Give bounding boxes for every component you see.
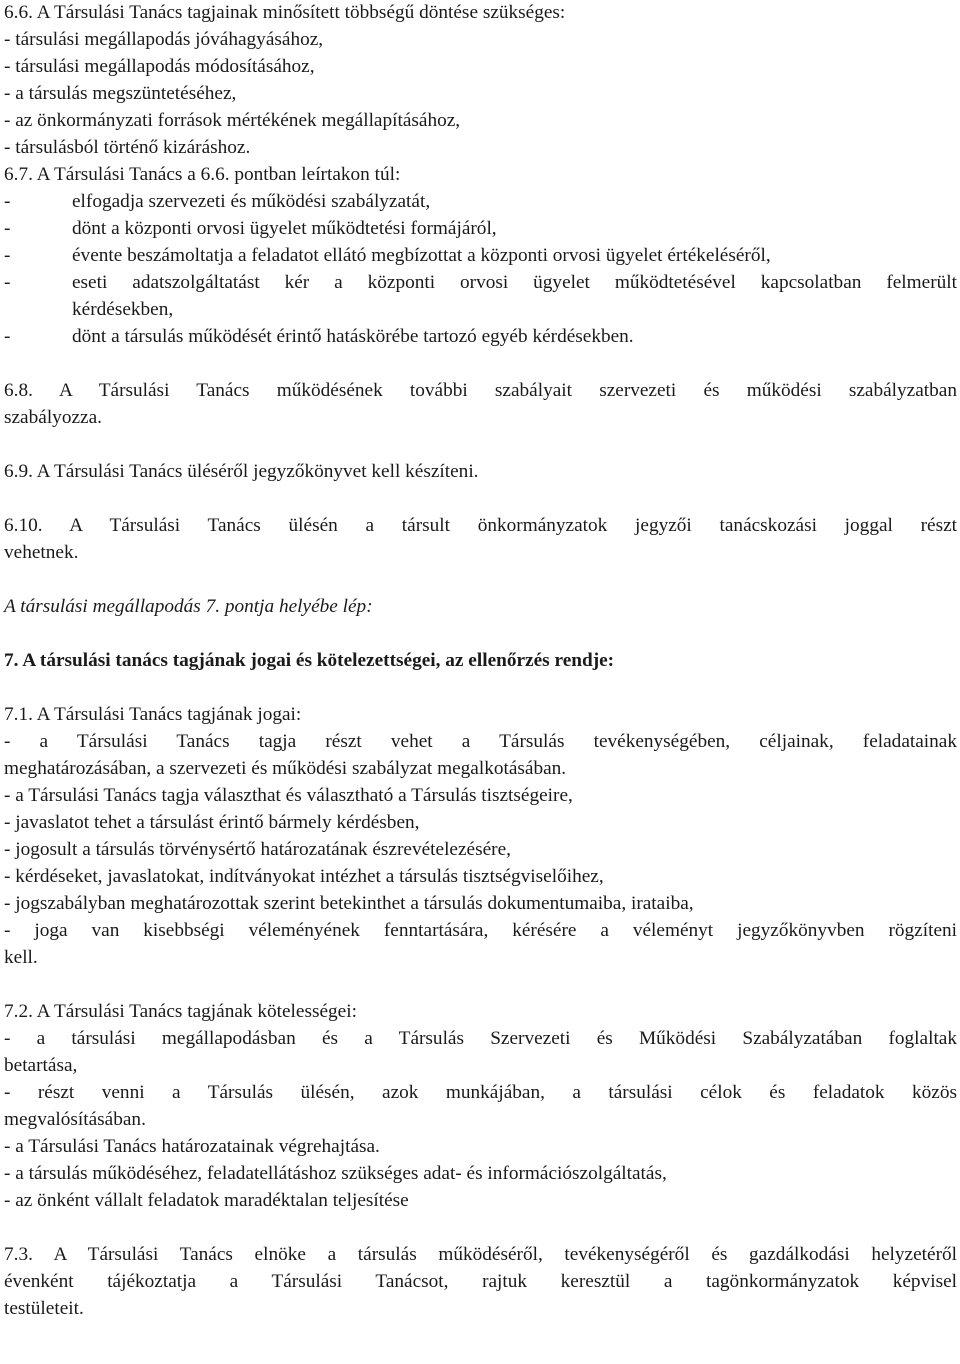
list-dash: - [4,245,11,266]
section-7-3-line: évenként tájékoztatja a Társulási Tanácsot, rajtuk keresztül a tagönkormányzatok képvisel [4,1271,957,1292]
list-dash: - [4,218,11,239]
list-item: - joga van kisebbségi véleményének fenntartására, kérésére a véleményt jegyzőkönyvben rögzíteni [4,920,957,941]
list-item: évente beszámoltatja a feladatot ellátó megbízottat a központi orvosi ügyelet értékeléséről, [72,245,771,266]
list-item-continuation: kérdésekben, [72,299,174,320]
list-item-continuation: kell. [4,947,38,968]
list-dash: - [4,326,11,347]
section-6-8-line: szabályozza. [4,407,102,428]
list-item-continuation: megvalósításában. [4,1109,146,1130]
section-6-10-line: vehetnek. [4,542,79,563]
list-dash: - [4,272,11,293]
list-item: eseti adatszolgáltatást kér a központi orvosi ügyelet működtetésével kapcsolatban felmerült [72,272,957,293]
list-item: - társulási megállapodás jóváhagyásához, [4,29,324,50]
list-item: elfogadja szervezeti és működési szabályzatát, [72,191,431,212]
list-item: - az önként vállalt feladatok maradéktalan teljesítése [4,1190,409,1211]
section-7-2-title: 7.2. A Társulási Tanács tagjának kötelességei: [4,1001,357,1022]
list-item-continuation: betartása, [4,1055,78,1076]
list-item: - társulási megállapodás módosításához, [4,56,315,77]
list-item: dönt a társulás működését érintő hatáskörébe tartozó egyéb kérdésekben. [72,326,634,347]
list-item: - a társulás működéséhez, feladatellátáshoz szükséges adat- és információszolgáltatás, [4,1163,667,1184]
list-item: - javaslatot tehet a társulást érintő bármely kérdésben, [4,812,420,833]
section-7-1-title: 7.1. A Társulási Tanács tagjának jogai: [4,704,302,725]
list-item: - a Társulási Tanács tagja részt vehet a Társulás tevékenységében, céljainak, feladatainak [4,731,957,752]
list-item: - kérdéseket, javaslatokat, indítványokat intézhet a társulás tisztségviselőihez, [4,866,604,887]
section-6-7-title: 6.7. A Társulási Tanács a 6.6. pontban leírtakon túl: [4,164,401,185]
list-dash: - [4,191,11,212]
section-6-10-line: 6.10. A Társulási Tanács ülésén a társult önkormányzatok jegyzői tanácskozási joggal részt [4,515,957,536]
list-item: - társulásból történő kizáráshoz. [4,137,251,158]
list-item: - az önkormányzati források mértékének megállapításához, [4,110,461,131]
amendment-note: A társulási megállapodás 7. pontja helyébe lép: [4,596,373,617]
list-item-continuation: meghatározásában, a szervezeti és működési szabályzat megalkotásában. [4,758,567,779]
list-item: - részt venni a Társulás ülésén, azok munkájában, a társulási célok és feladatok közös [4,1082,957,1103]
list-item: - a társulási megállapodásban és a Társulás Szervezeti és Működési Szabályzatában foglaltak [4,1028,957,1049]
list-item: dönt a központi orvosi ügyelet működtetési formájáról, [72,218,497,239]
section-6-8-line: 6.8. A Társulási Tanács működésének további szabályait szervezeti és működési szabályzatban [4,380,957,401]
section-6-6-title: 6.6. A Társulási Tanács tagjainak minősített többségű döntése szükséges: [4,2,566,23]
list-item: - a társulás megszüntetéséhez, [4,83,237,104]
list-item: - jogszabályban meghatározottak szerint betekinthet a társulás dokumentumaiba, irataiba, [4,893,694,914]
section-6-9-line: 6.9. A Társulási Tanács üléséről jegyzőkönyvet kell készíteni. [4,461,479,482]
list-item: - a Társulási Tanács tagja választhat és választható a Társulás tisztségeire, [4,785,573,806]
list-item: - jogosult a társulás törvénysértő határozatának észrevételezésére, [4,839,511,860]
section-7-3-line: testületeit. [4,1298,84,1319]
section-7-heading: 7. A társulási tanács tagjának jogai és kötelezettségei, az ellenőrzés rendje: [4,650,615,671]
list-item: - a Társulási Tanács határozatainak végrehajtása. [4,1136,380,1157]
section-7-3-line: 7.3. A Társulási Tanács elnöke a társulás működéséről, tevékenységéről és gazdálkodási helyzetéről [4,1244,957,1265]
